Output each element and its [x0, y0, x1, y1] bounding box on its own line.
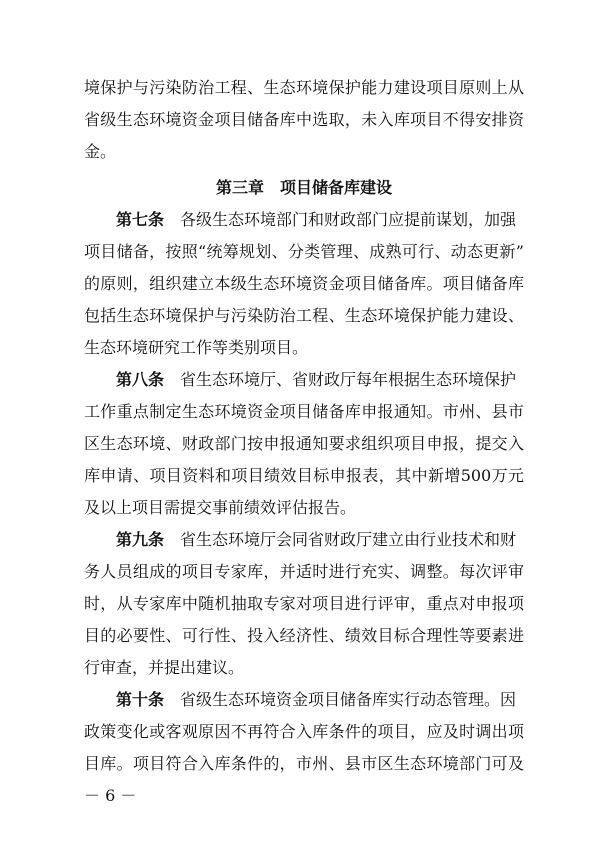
body-line: 政策变化或客观原因不再符合入库条件的项目，应及时调出项	[84, 722, 524, 741]
body-line: 时，从专家库中随机抽取专家对项目进行评审，重点对申报项	[84, 594, 524, 613]
article-label: 第八条	[116, 370, 165, 389]
body-line: 目库。项目符合入库条件的，市州、县市区生态环境部门可及	[84, 754, 524, 773]
article-first-line	[116, 364, 524, 396]
body-line: 务人员组成的项目专家库，并适时进行充实、调整。每次评审	[84, 562, 524, 581]
chapter-heading: 第三章 项目储备库建设	[215, 178, 392, 197]
body-line: 库申请、项目资料和项目绩效目标申报表，其中新增500万元	[84, 466, 524, 485]
body-line: 的原则，组织建立本级生态环境资金项目储备库。项目储备库	[84, 274, 524, 293]
article-first-line	[116, 684, 524, 716]
body-line: 省级生态环境资金项目储备库中选取，未入库项目不得安排资	[84, 110, 524, 129]
body-line: 生态环境研究工作等类别项目。	[84, 338, 309, 357]
article-first-line	[116, 524, 524, 556]
article-text: 省生态环境厅、省财政厅每年根据生态环境保护	[164, 370, 517, 389]
body-line: 境保护与污染防治工程、生态环境保护能力建设项目原则上从	[84, 78, 524, 97]
article-text: 省级生态环境资金项目储备库实行动态管理。因	[164, 690, 517, 709]
body-line: 金。	[84, 142, 117, 161]
article-label: 第七条	[116, 210, 165, 229]
article-first-line	[116, 204, 524, 236]
body-line: 及以上项目需提交事前绩效评估报告。	[84, 498, 357, 517]
body-line: 行审查，并提出建议。	[84, 658, 245, 677]
article-label: 第十条	[116, 690, 165, 709]
article-text: 省生态环境厅会同省财政厅建立由行业技术和财	[164, 530, 517, 549]
article-text: 各级生态环境部门和财政部门应提前谋划，加强	[164, 210, 517, 229]
body-line: 区生态环境、财政部门按申报通知要求组织项目申报，提交入	[84, 434, 524, 453]
body-line: 项目储备，按照“统筹规划、分类管理、成熟可行、动态更新”	[84, 242, 524, 261]
body-line: 工作重点制定生态环境资金项目储备库申报通知。市州、县市	[84, 402, 524, 421]
article-label: 第九条	[116, 530, 165, 549]
body-line: 目的必要性、可行性、投入经济性、绩效目标合理性等要素进	[84, 626, 524, 645]
body-line: 包括生态环境保护与污染防治工程、生态环境保护能力建设、	[84, 306, 524, 325]
page-number: － 6 －	[84, 786, 137, 805]
